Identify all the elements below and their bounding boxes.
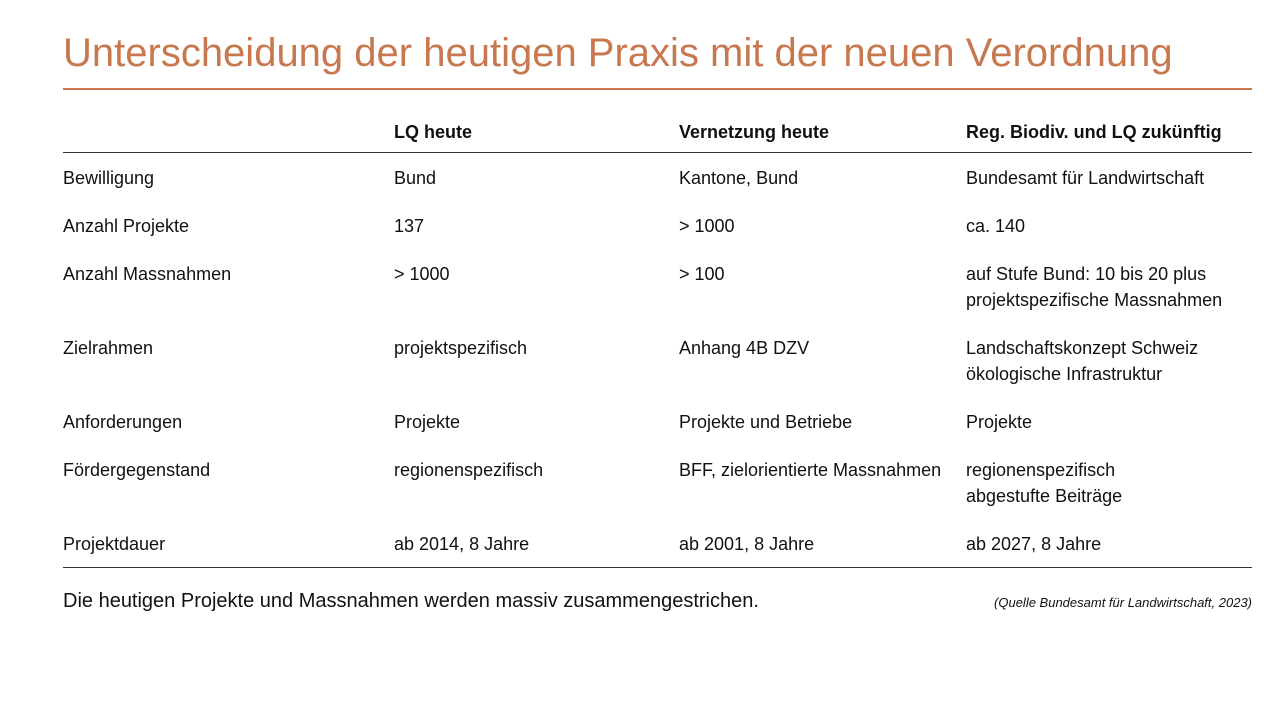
cell-text: 137 — [394, 216, 425, 236]
cell-text: Projekte und Betriebe — [679, 412, 853, 432]
cell-text: Bundesamt für Landwirtschaft — [966, 168, 1205, 188]
table-header-cell: LQ heute — [394, 112, 679, 153]
table-row — [63, 250, 1252, 324]
table-cell — [966, 446, 1252, 520]
table-cell — [966, 324, 1252, 398]
cell-text: Landschaftskonzept Schweiz — [966, 338, 1199, 358]
table-cell — [679, 202, 966, 250]
table-cell — [679, 250, 966, 324]
cell-text: ca. 140 — [966, 216, 1026, 236]
table-cell — [394, 202, 679, 250]
table-header-cell — [63, 112, 394, 153]
cell-text: BFF, zielorientierte Massnahmen — [679, 460, 942, 480]
table-cell — [394, 153, 679, 203]
cell-text: ab 2001, 8 Jahre — [679, 534, 815, 554]
cell-text: ab 2027, 8 Jahre — [966, 534, 1102, 554]
cell-text: ökologische Infrastruktur — [966, 364, 1163, 384]
comparison-table — [63, 112, 1252, 568]
cell-text: Projekte — [966, 412, 1033, 432]
table-row — [63, 324, 1252, 398]
cell-text: ab 2014, 8 Jahre — [394, 534, 530, 554]
table-cell — [679, 520, 966, 568]
table-cell — [966, 153, 1252, 203]
row-label: Bewilligung — [63, 168, 155, 188]
page-title: Unterscheidung der heutigen Praxis mit der neuen Verordnung — [63, 31, 1173, 75]
cell-text: Bund — [394, 168, 437, 188]
cell-text: > 1000 — [679, 216, 735, 236]
row-label: Projektdauer — [63, 520, 394, 568]
cell-text: Projekte — [394, 412, 461, 432]
table-body — [63, 153, 1252, 568]
table-cell — [679, 153, 966, 203]
row-label: Zielrahmen — [63, 338, 154, 358]
cell-text: projektspezifische Massnahmen — [966, 290, 1223, 310]
table-cell — [966, 250, 1252, 324]
cell-text: Anhang 4B DZV — [679, 338, 810, 358]
table-row — [63, 202, 1252, 250]
table-header-row — [63, 112, 1252, 153]
row-label: Anzahl Massnahmen — [63, 264, 232, 284]
table-cell — [394, 250, 679, 324]
table-cell — [679, 324, 966, 398]
table-cell — [966, 202, 1252, 250]
table-header-cell: Vernetzung heute — [679, 112, 966, 153]
table-cell — [394, 398, 679, 446]
source-note: (Quelle Bundesamt für Landwirtschaft, 2023) — [994, 595, 1252, 610]
cell-text: abgestufte Beiträge — [966, 486, 1123, 506]
table-cell — [394, 520, 679, 568]
table-cell — [394, 324, 679, 398]
table-header-cell: Reg. Biodiv. und LQ zukünftig — [966, 112, 1252, 153]
caption: Die heutigen Projekte und Massnahmen werden massiv zusammengestrichen. — [63, 590, 759, 612]
table-cell — [679, 446, 966, 520]
cell-text: projektspezifisch — [394, 338, 528, 358]
table-row — [63, 520, 1252, 568]
title-divider — [63, 88, 1252, 90]
table-cell — [966, 398, 1252, 446]
row-label: Fördergegenstand — [63, 460, 211, 480]
table-row — [63, 446, 1252, 520]
row-label: Anforderungen — [63, 412, 183, 432]
cell-text: regionenspezifisch — [966, 460, 1116, 480]
table-cell — [394, 446, 679, 520]
cell-text: > 100 — [679, 264, 725, 284]
cell-text: auf Stufe Bund: 10 bis 20 plus — [966, 264, 1207, 284]
table-cell — [679, 398, 966, 446]
table-cell — [966, 520, 1252, 568]
cell-text: > 1000 — [394, 264, 450, 284]
cell-text: regionenspezifisch — [394, 460, 544, 480]
row-label: Anzahl Projekte — [63, 216, 190, 236]
table-row — [63, 153, 1252, 203]
table-row — [63, 398, 1252, 446]
cell-text: Kantone, Bund — [679, 168, 799, 188]
